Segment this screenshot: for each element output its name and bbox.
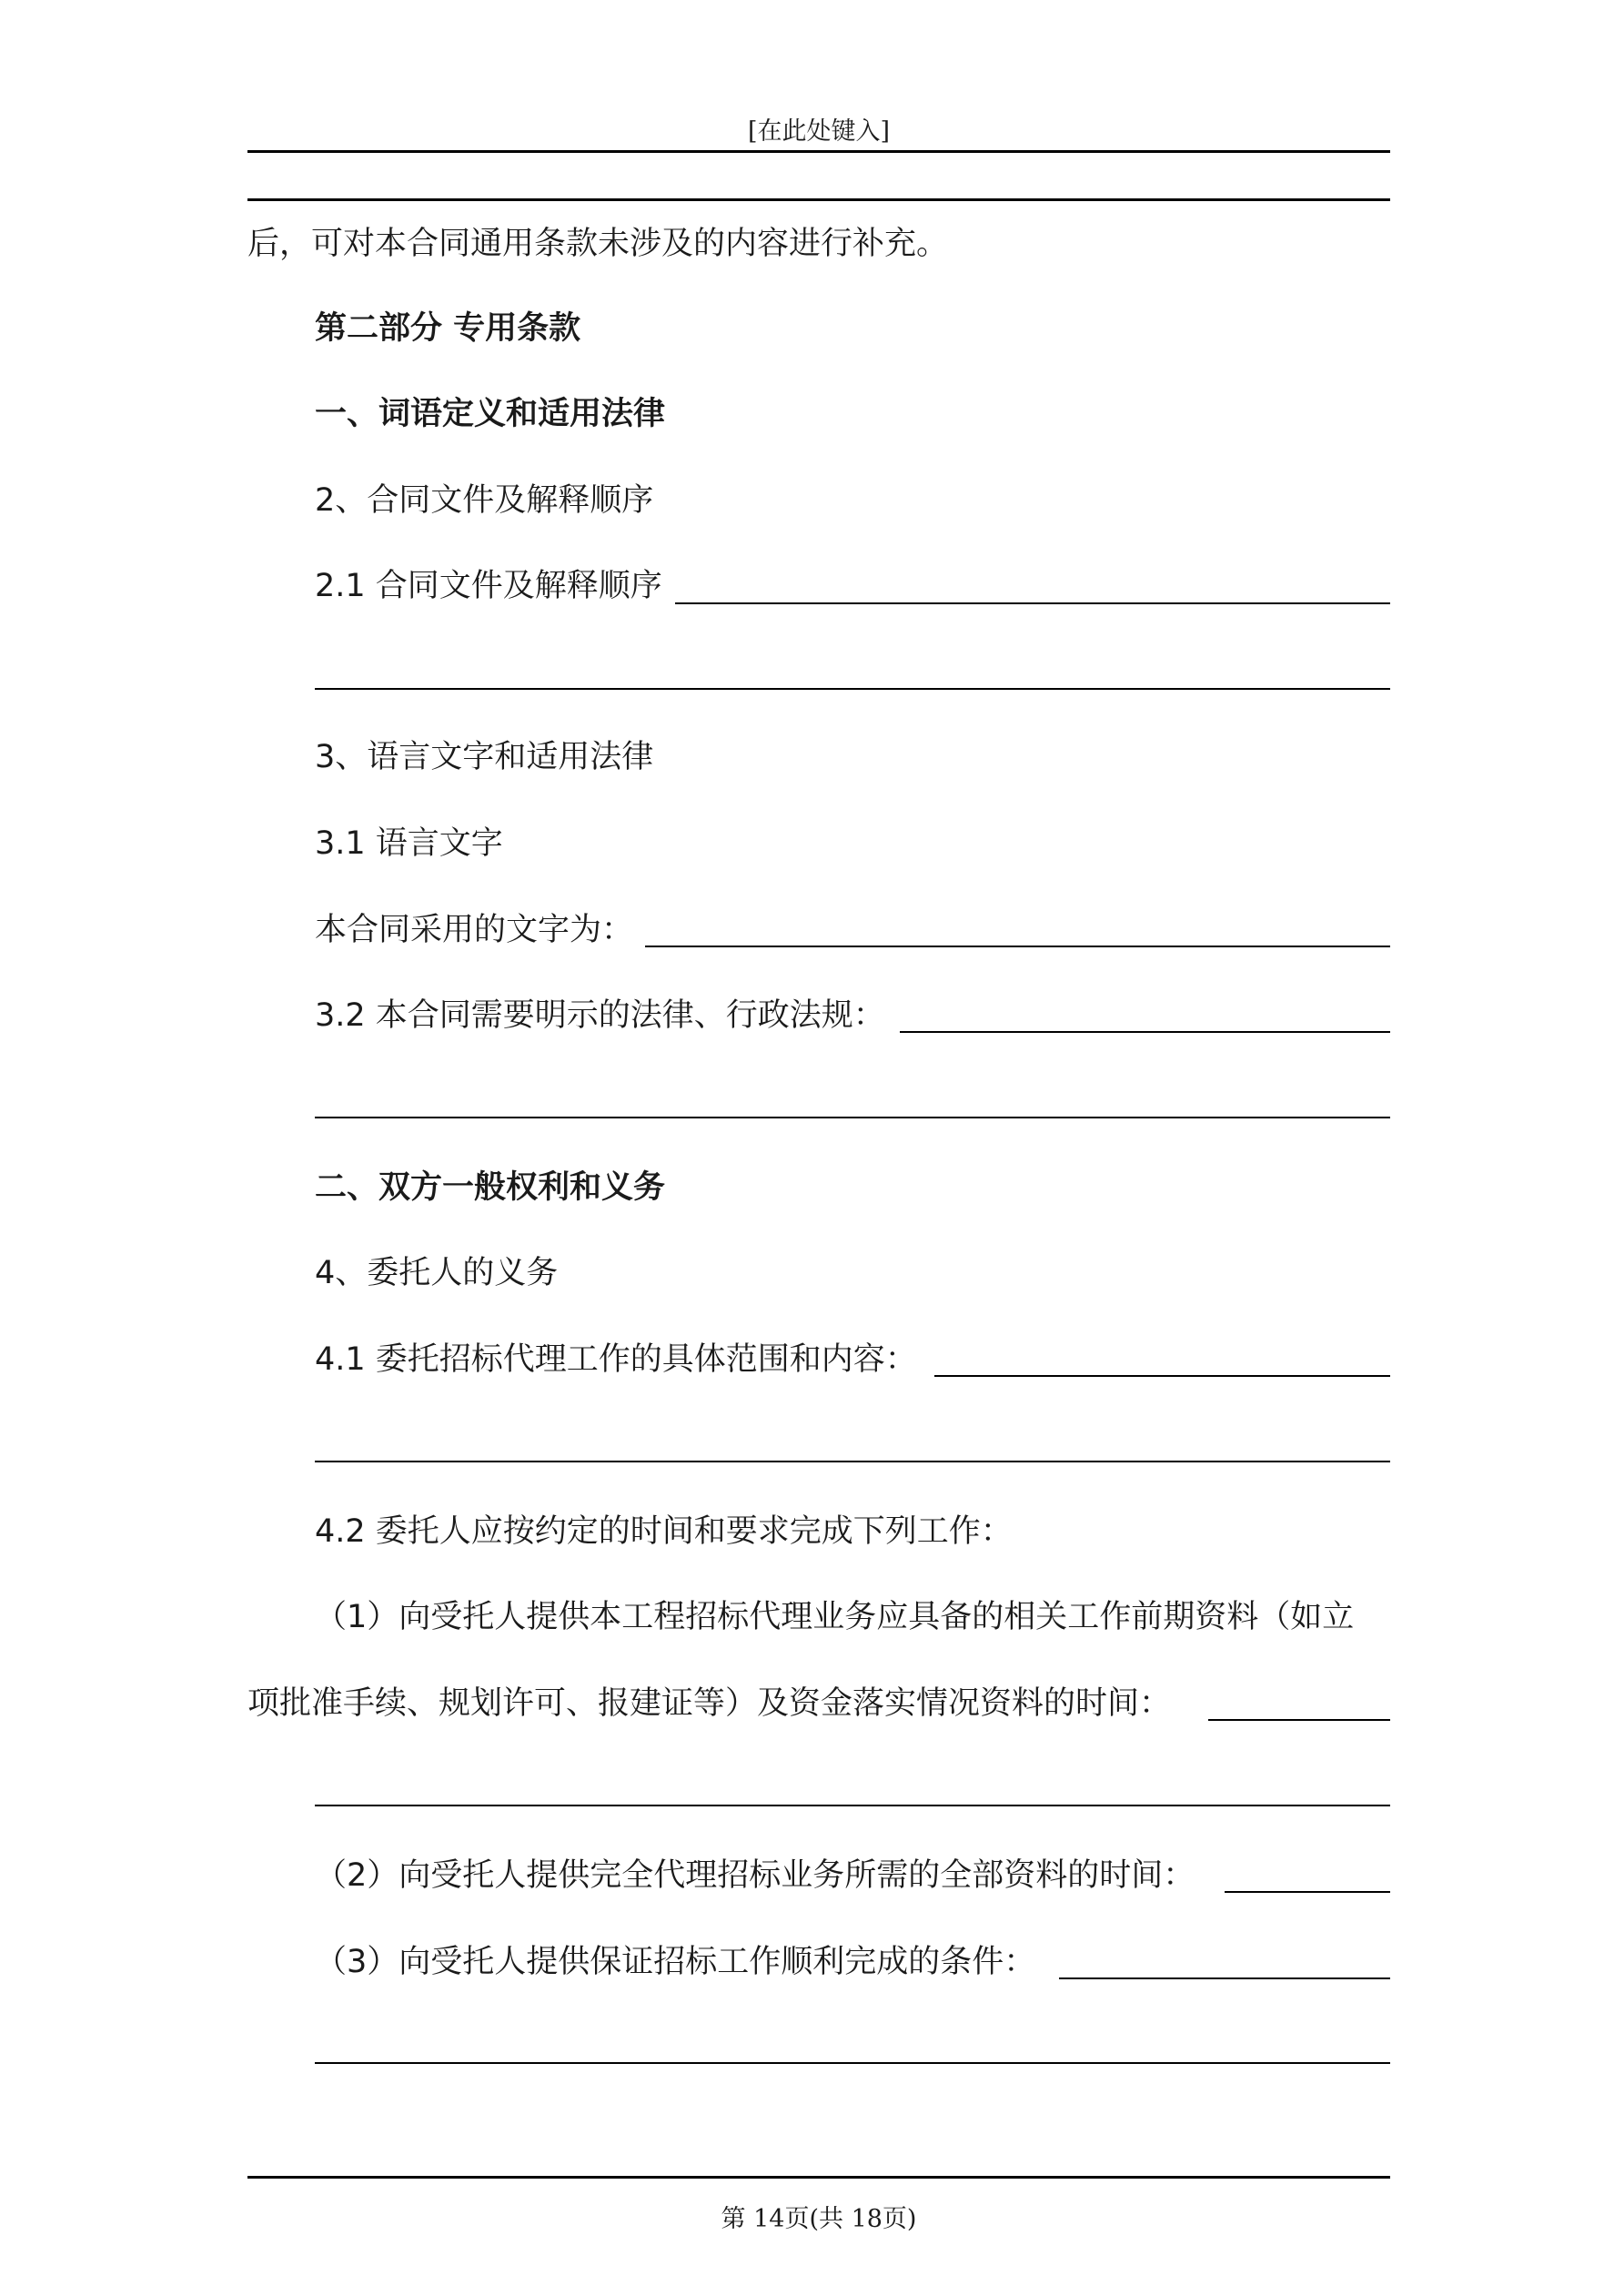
fill-blank-3-2-continued[interactable] (315, 1117, 1390, 1118)
top-rule (247, 198, 1390, 201)
fill-blank-4-2-3-continued[interactable] (315, 2062, 1390, 2064)
fill-blank-3-2[interactable] (900, 1031, 1390, 1033)
fill-blank-2-1-continued[interactable] (315, 688, 1390, 690)
page-footer: 第 14页(共 18页) (721, 2205, 917, 2233)
clause-4-2: 4.2 委托人应按约定的时间和要求完成下列工作： (315, 1513, 1013, 1550)
fill-blank-4-1[interactable] (934, 1375, 1390, 1377)
section-title-definitions: 一、词语定义和适用法律 (315, 396, 666, 432)
continuation-text: 后，可对本合同通用条款未涉及的内容进行补充。 (247, 226, 949, 262)
clause-3-heading: 3、语言文字和适用法律 (315, 739, 654, 775)
fill-blank-4-1-continued[interactable] (315, 1461, 1390, 1462)
clause-2-heading: 2、合同文件及解释顺序 (315, 482, 654, 519)
clause-4-2-1-line1: （1）向受托人提供本工程招标代理业务应具备的相关工作前期资料（如立 (315, 1599, 1355, 1635)
clause-3-1-language: 本合同采用的文字为： (315, 912, 634, 948)
clause-3-1: 3.1 语言文字 (315, 825, 503, 862)
clause-4-2-2: （2）向受托人提供完全代理招标业务所需的全部资料的时间： (315, 1857, 1195, 1894)
clause-3-2: 3.2 本合同需要明示的法律、行政法规： (315, 997, 885, 1034)
header-rule (247, 150, 1390, 153)
clause-4-2-1-line2: 项批准手续、规划许可、报建证等）及资金落实情况资料的时间： (247, 1685, 1172, 1722)
fill-blank-4-2-2[interactable] (1225, 1891, 1390, 1893)
clause-4-heading: 4、委托人的义务 (315, 1255, 559, 1291)
fill-blank-4-2-3[interactable] (1059, 1977, 1390, 1979)
fill-blank-4-2-1[interactable] (1208, 1719, 1390, 1721)
clause-2-1: 2.1 合同文件及解释顺序 (315, 568, 662, 604)
fill-blank-2-1[interactable] (675, 602, 1390, 604)
page-header: [在此处键入] (747, 117, 891, 146)
clause-4-1: 4.1 委托招标代理工作的具体范围和内容： (315, 1341, 917, 1378)
section-title-rights-obligations: 二、双方一般权利和义务 (315, 1169, 666, 1206)
footer-rule (247, 2176, 1390, 2179)
part-title: 第二部分 专用条款 (315, 310, 581, 347)
fill-blank-language[interactable] (645, 946, 1390, 947)
fill-blank-4-2-1-continued[interactable] (315, 1805, 1390, 1806)
clause-4-2-3: （3）向受托人提供保证招标工作顺利完成的条件： (315, 1944, 1036, 1980)
